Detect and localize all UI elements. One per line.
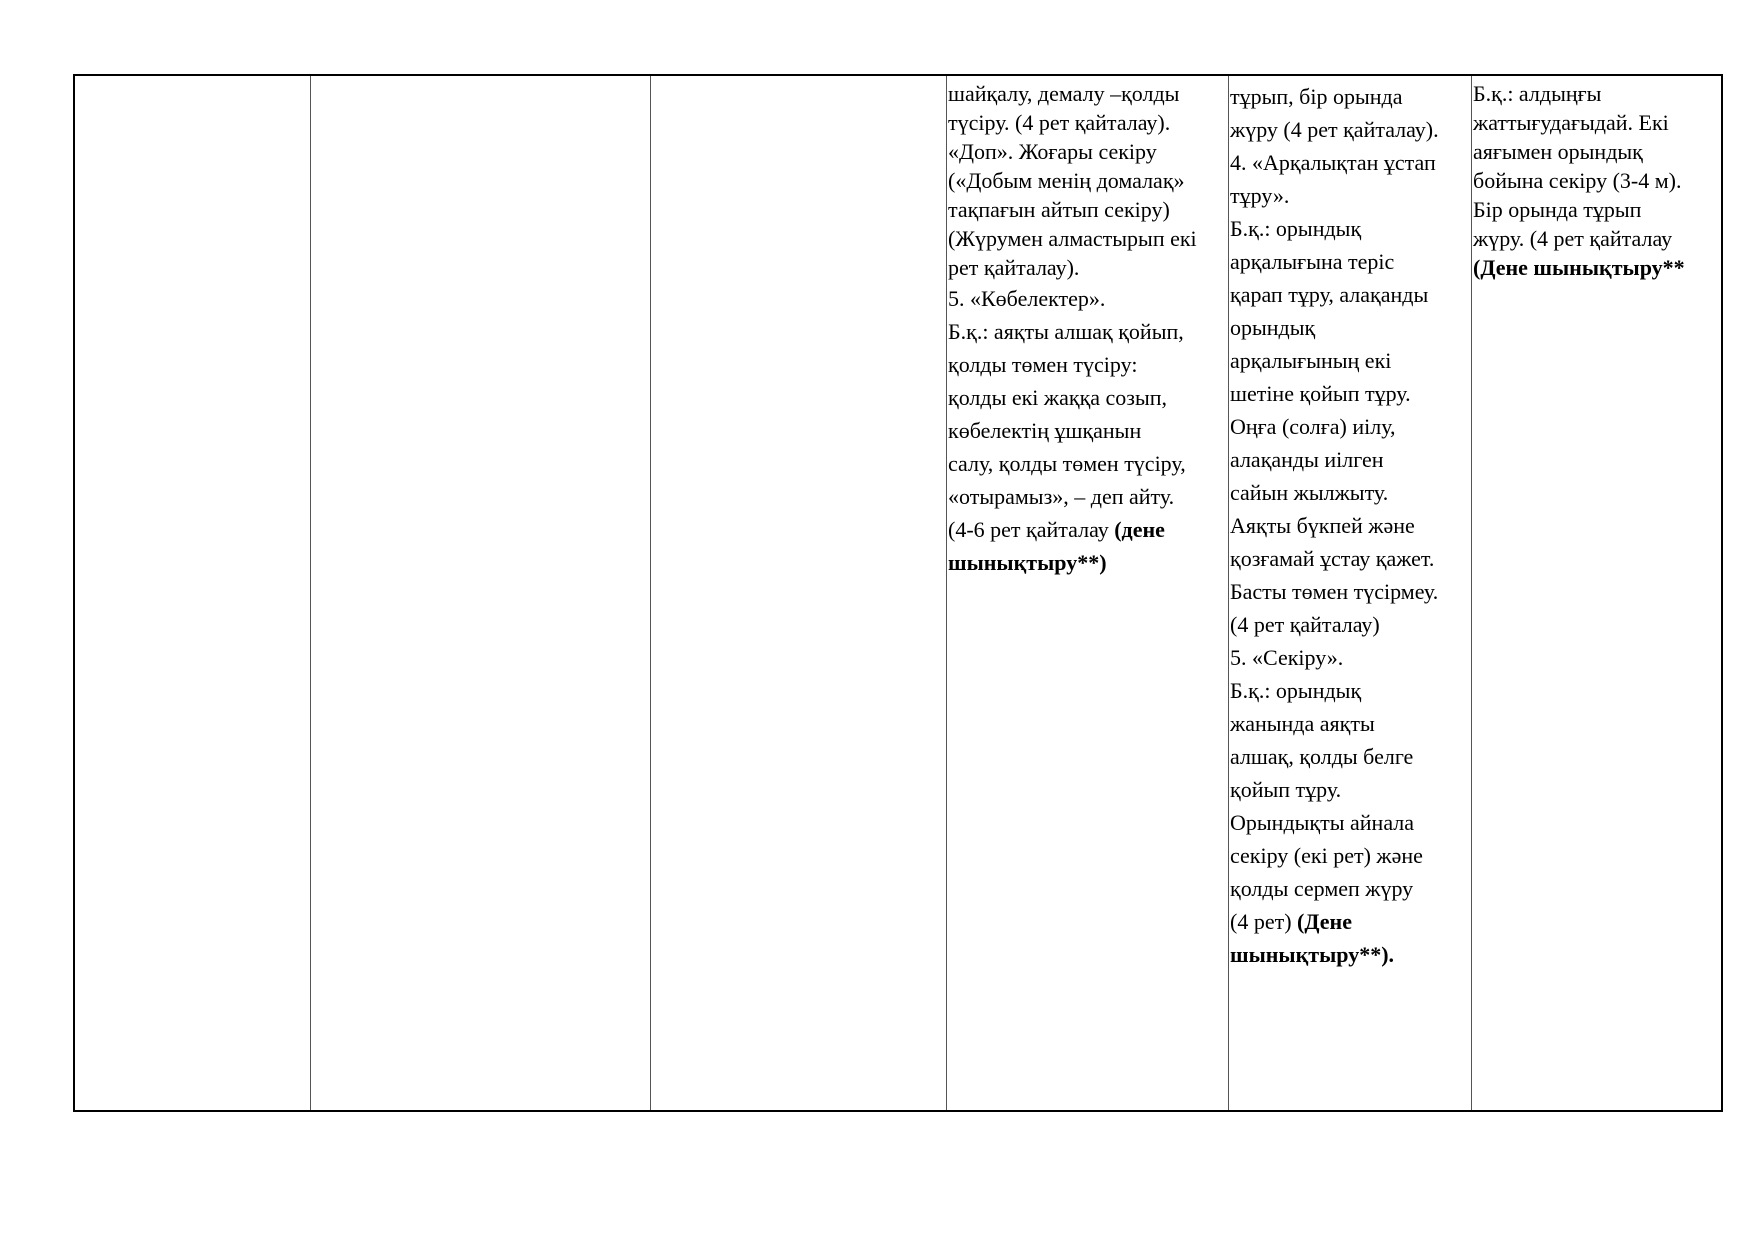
table-column-3: [651, 76, 947, 1110]
text-line: көбелектің ұшқанын: [948, 418, 1142, 443]
text-line: Б.қ.: орындық: [1230, 678, 1362, 703]
text-line: сайын жылжыту.: [1230, 480, 1389, 505]
text-line: орындық: [1230, 315, 1316, 340]
column-5-text: [1230, 80, 1439, 971]
bold-line: (Дене шынықтыру**: [1473, 255, 1685, 280]
text-line: алақанды иілген: [1230, 447, 1384, 472]
text-line: алшақ, қолды белге: [1230, 744, 1414, 769]
text-line: қойып тұру.: [1230, 777, 1342, 802]
text-line: қолды екі жаққа созып,: [948, 385, 1168, 410]
text-line: секіру (екі рет) және: [1230, 843, 1423, 868]
text-line: 4. «Арқалықтан ұстап: [1230, 150, 1436, 175]
text-line: қолды сермеп жүру: [1230, 876, 1414, 901]
text-line: жүру. (4 рет қайталау: [1473, 226, 1673, 251]
text-line: жанында аяқты: [1230, 711, 1375, 736]
column-6-text: [1473, 79, 1685, 282]
table-column-1: [75, 76, 311, 1110]
text-line: Аяқты бүкпей және: [1230, 513, 1415, 538]
bold-run: (Дене: [1297, 909, 1352, 934]
text-line: [948, 513, 1197, 546]
text-line: аяғымен орындық: [1473, 139, 1643, 164]
text-line: жаттығудағыдай. Екі: [1473, 110, 1669, 135]
text-line: түсіру. (4 рет қайталау).: [948, 110, 1171, 135]
text-line: салу, қолды төмен түсіру,: [948, 451, 1186, 476]
text-line: «отырамыз», – деп айту.: [948, 484, 1175, 509]
text-line: Орындықты айнала: [1230, 810, 1415, 835]
text-line: Б.қ.: орындық: [1230, 216, 1362, 241]
text-line: (Жүрумен алмастырып екі: [948, 226, 1197, 251]
text-line: жүру (4 рет қайталау).: [1230, 117, 1439, 142]
text-line: шетіне қойып тұру.: [1230, 381, 1411, 406]
text-run: (4-6 рет қайталау: [948, 517, 1115, 542]
text-line: шайқалу, демалу –қолды: [948, 81, 1180, 106]
text-line: («Добым менің домалақ»: [948, 168, 1185, 193]
text-line: бойына секіру (3-4 м).: [1473, 168, 1682, 193]
bold-run: (дене: [1114, 517, 1165, 542]
text-line: қарап тұру, алақанды: [1230, 282, 1429, 307]
text-line: Басты төмен түсірмеу.: [1230, 579, 1439, 604]
text-line: (4 рет қайталау): [1230, 612, 1380, 637]
text-line: Оңға (солға) иілу,: [1230, 414, 1396, 439]
table-column-4: [947, 76, 1229, 1110]
column-4-text: [948, 79, 1197, 579]
text-line: қолды төмен түсіру:: [948, 352, 1138, 377]
text-line: тұрып, бір орында: [1230, 84, 1403, 109]
bold-line: шынықтыру**).: [1230, 942, 1395, 967]
text-line: тұру».: [1230, 183, 1290, 208]
text-line: қозғамай ұстау қажет.: [1230, 546, 1435, 571]
table-column-6: [1472, 76, 1723, 1110]
bold-line: шынықтыру**): [948, 550, 1107, 575]
text-line: рет қайталау).: [948, 255, 1080, 280]
text-line: Бір орында тұрып: [1473, 197, 1642, 222]
text-line: тақпағын айтып секіру): [948, 197, 1170, 222]
text-line: 5. «Секіру».: [1230, 645, 1344, 670]
text-run: (4 рет): [1230, 909, 1298, 934]
text-line: арқалығының екі: [1230, 348, 1392, 373]
text-line: [1230, 905, 1439, 938]
table-column-2: [311, 76, 651, 1110]
text-line: Б.қ.: аяқты алшақ қойып,: [948, 319, 1184, 344]
text-line: Б.қ.: алдыңғы: [1473, 81, 1602, 106]
table-column-5: [1229, 76, 1472, 1110]
text-line: арқалығына теріс: [1230, 249, 1395, 274]
text-line: 5. «Көбелектер».: [948, 286, 1106, 311]
document-table: [73, 74, 1723, 1112]
text-line: «Доп». Жоғары секіру: [948, 139, 1157, 164]
